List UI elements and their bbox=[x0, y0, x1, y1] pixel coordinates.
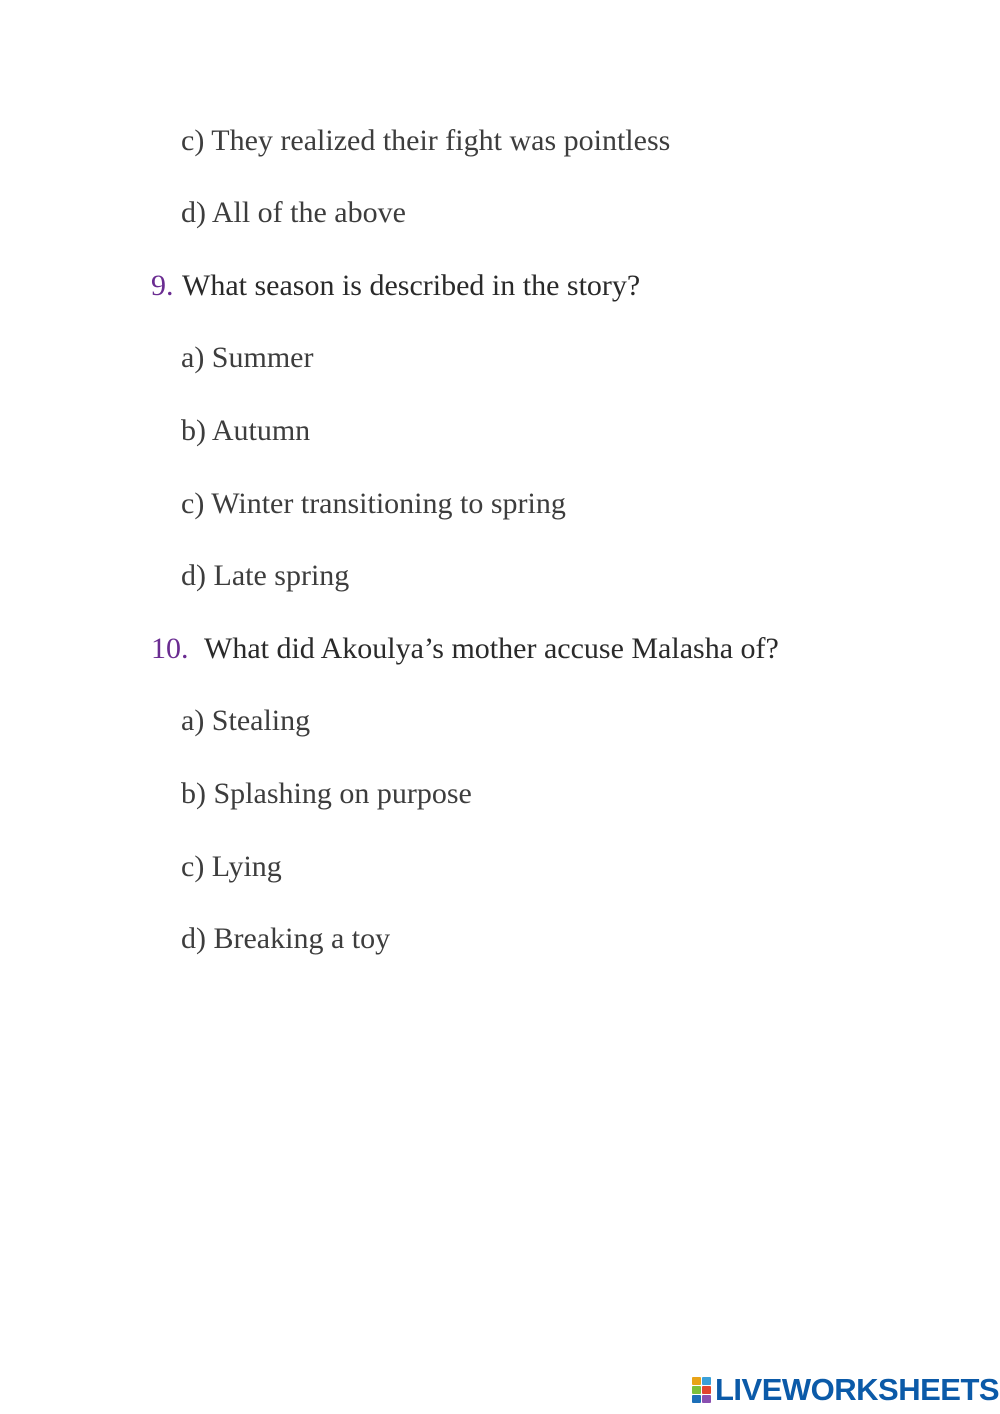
question-9 bbox=[151, 268, 640, 304]
q8-option-c: c) They realized their fight was pointless bbox=[181, 124, 671, 157]
logo-square-4 bbox=[702, 1386, 711, 1394]
question-10 bbox=[151, 631, 779, 667]
q9-option-b: b) Autumn bbox=[181, 414, 311, 447]
logo-square-2 bbox=[702, 1377, 711, 1385]
q9-option-a: a) Summer bbox=[181, 341, 314, 374]
liveworksheets-logo[interactable] bbox=[692, 1373, 999, 1407]
q8-option-d: d) All of the above bbox=[181, 196, 406, 229]
q10-option-c: c) Lying bbox=[181, 850, 282, 883]
q9-option-c: c) Winter transitioning to spring bbox=[181, 487, 566, 520]
q10-option-a: a) Stealing bbox=[181, 704, 311, 737]
question-9-text: What season is described in the story? bbox=[182, 269, 641, 302]
question-10-number: 10. bbox=[151, 632, 189, 665]
q10-option-d: d) Breaking a toy bbox=[181, 922, 391, 955]
liveworksheets-logo-icon bbox=[692, 1377, 712, 1403]
question-10-text: What did Akoulya’s mother accuse Malasha of? bbox=[204, 632, 779, 665]
logo-square-1 bbox=[692, 1377, 701, 1385]
q9-option-d: d) Late spring bbox=[181, 559, 350, 592]
logo-square-5 bbox=[692, 1395, 701, 1403]
logo-square-6 bbox=[702, 1395, 711, 1403]
question-9-number: 9. bbox=[151, 269, 174, 302]
liveworksheets-logo-text: LIVEWORKSHEETS bbox=[715, 1372, 1000, 1407]
q10-option-b: b) Splashing on purpose bbox=[181, 777, 472, 810]
logo-square-3 bbox=[692, 1386, 701, 1394]
